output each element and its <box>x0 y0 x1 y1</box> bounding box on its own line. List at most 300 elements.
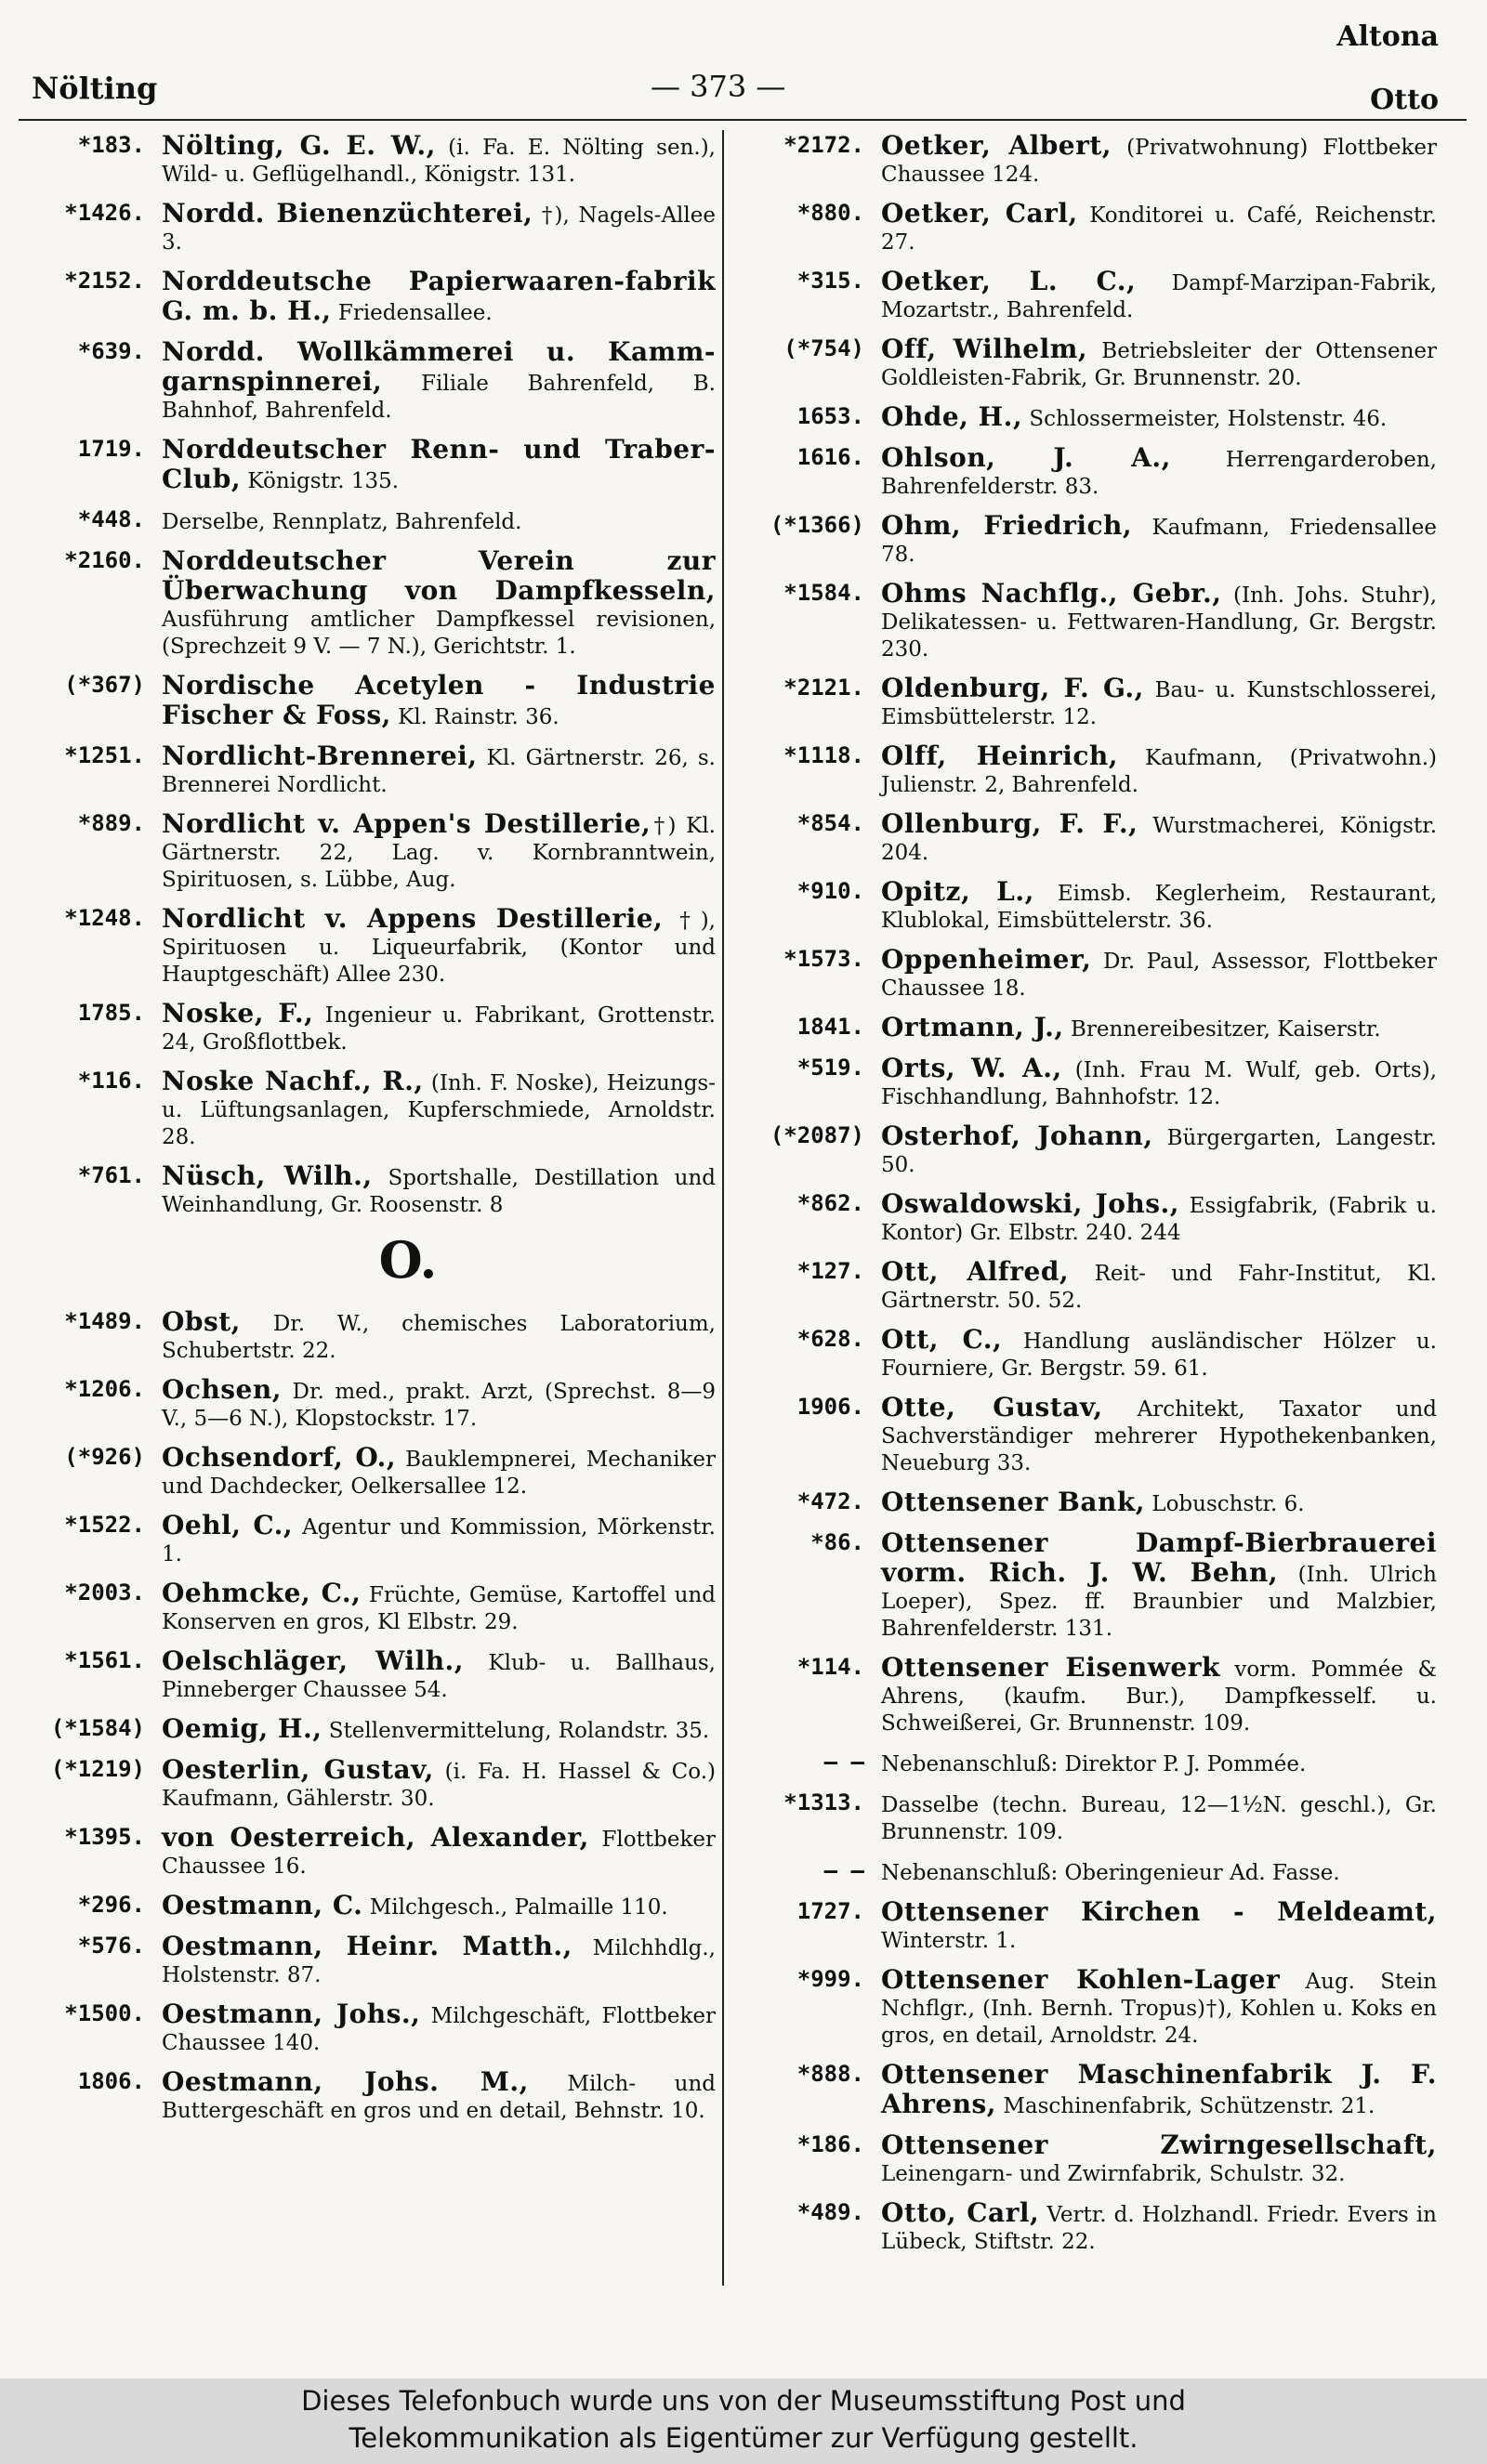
directory-entry <box>17 2068 716 2125</box>
phone-number: *315. <box>796 268 864 294</box>
entry-details: Dasselbe (techn. Bureau, 12—1½N. geschl.), Gr. Brunnenstr. 109. <box>881 1793 1437 1844</box>
entry-details: Ausführung amtlicher Dampfkessel revisionen, (Sprechzeit 9 V. — 7 N.), Gerichtstr. 1. <box>162 608 716 659</box>
directory-entry <box>736 1966 1437 2050</box>
entry-name: Oehmcke, C., <box>162 1578 362 1608</box>
entry-text <box>881 2199 1437 2256</box>
entry-details: Schlossermeister, Holstenstr. 46. <box>1022 407 1388 431</box>
entry-details: Kaufmann, Friedensallee 78. <box>881 516 1437 567</box>
phone-number: *880. <box>796 200 864 226</box>
entry-text <box>162 1756 716 1813</box>
entry-name: Oestmann, Johs., <box>162 1999 421 2029</box>
entry-text <box>881 1122 1437 1179</box>
phone-number: (*754) <box>783 335 864 361</box>
directory-entry <box>736 444 1437 501</box>
phone-number: *186. <box>796 2131 864 2157</box>
entry-name: Orts, W. A., <box>881 1053 1062 1083</box>
entry-details: Ingenieur u. Fabrikant, Grottenstr. 24, Großflottbek. <box>162 1003 716 1055</box>
entry-text <box>162 436 716 495</box>
entry-text <box>881 512 1437 569</box>
phone-number: (*1366) <box>770 512 864 538</box>
phone-number: *2003. <box>64 1579 145 1606</box>
entry-details: Friedensallee. <box>331 301 493 325</box>
entry-details: Lobuschstr. 6. <box>1145 1492 1305 1516</box>
entry-name: Oehl, C., <box>162 1510 294 1540</box>
directory-entry <box>736 1122 1437 1179</box>
entry-details: (i. Fa. H. Hassel & Co.) Kaufmann, Gählerstr. 30. <box>162 1760 716 1811</box>
phone-number: *1206. <box>64 1376 145 1402</box>
entry-text <box>162 1162 716 1219</box>
phone-number: (*926) <box>64 1444 145 1470</box>
entry-details: Aug. Stein Nchflgr., (Inh. Bernh. Tropus)†), Kohlen u. Koks en gros, en detail, Arnoldstr. 24. <box>881 1970 1438 2048</box>
entry-text <box>881 1749 1437 1778</box>
entry-name: Nordlicht v. Appen's Destillerie, <box>162 808 651 839</box>
entry-name: Oemig, H., <box>162 1713 322 1744</box>
phone-number: (*1219) <box>50 1756 145 1782</box>
entry-details: Kl. Gärtnerstr. 26, s. Brennerei Nordlicht. <box>162 746 716 797</box>
directory-entry <box>17 672 716 731</box>
phone-number: *1500. <box>64 2000 145 2026</box>
entry-name: Oelschläger, Wilh., <box>162 1645 465 1676</box>
phone-number: 1785. <box>77 1000 145 1026</box>
entry-name: Ottensener Dampf-Bierbrauerei vorm. Rich. J. W. Behn, <box>881 1527 1437 1588</box>
directory-entry <box>17 1444 716 1501</box>
directory-entry <box>17 1000 716 1056</box>
entry-details: (i. Fa. E. Nölting sen.), Wild- u. Geflügelhandl., Königstr. 131. <box>162 136 716 187</box>
entry-text <box>162 1000 716 1056</box>
phone-number: 1719. <box>77 436 145 462</box>
entry-text <box>881 1529 1437 1643</box>
right-column <box>736 132 1437 2267</box>
entry-text <box>881 1488 1437 1518</box>
entry-list-left-o <box>17 1308 716 2125</box>
entry-details: Dr. Paul, Assessor, Flottbeker Chaussee 18. <box>881 950 1437 1001</box>
entry-name: Ott, Alfred, <box>881 1256 1070 1287</box>
entry-details: Milch- und Buttergeschäft en gros und en detail, Behnstr. 10. <box>162 2072 716 2123</box>
entry-text <box>162 1579 716 1636</box>
entry-text <box>162 1933 716 1989</box>
entry-name: Nordische Acetylen - Industrie Fischer & Foss, <box>162 670 716 730</box>
phone-number: *628. <box>796 1326 864 1352</box>
phone-number: 1906. <box>796 1394 864 1420</box>
left-column <box>17 132 716 2136</box>
entry-name: Ollenburg, F. F., <box>881 808 1138 839</box>
phone-number: *2160. <box>64 547 145 573</box>
entry-text <box>162 742 716 799</box>
entry-name: Ottensener Kohlen-Lager <box>881 1964 1281 1995</box>
directory-entry <box>736 580 1437 663</box>
entry-text <box>881 1190 1437 1247</box>
section-letter: O. <box>378 1230 438 1290</box>
entry-list-left <box>17 132 716 1219</box>
entry-text <box>162 132 716 189</box>
directory-entry <box>736 1394 1437 1477</box>
phone-number: *114. <box>796 1654 864 1680</box>
directory-entry <box>736 1190 1437 1247</box>
phone-number: *910. <box>796 878 864 904</box>
directory-entry <box>17 338 716 425</box>
entry-text <box>162 1824 716 1881</box>
entry-text <box>881 2131 1437 2188</box>
column-divider <box>722 130 724 2286</box>
entry-text <box>881 580 1437 663</box>
phone-number: *1584. <box>783 580 864 606</box>
directory-entry <box>17 547 716 661</box>
phone-number: *296. <box>77 1892 145 1918</box>
directory-entry <box>736 335 1437 392</box>
directory-entry <box>736 132 1437 189</box>
entry-details: Milchgeschäft, Flottbeker Chaussee 140. <box>162 2004 716 2055</box>
entry-name: Ohm, Friedrich, <box>881 510 1133 541</box>
directory-entry <box>736 1857 1437 1887</box>
entry-text <box>881 1789 1437 1846</box>
directory-entry <box>736 810 1437 867</box>
entry-details: Eimsb. Keglerheim, Restaurant, Klublokal, Eimsbüttelerstr. 36. <box>881 882 1437 933</box>
entry-details: Derselbe, Rennplatz, Bahrenfeld. <box>162 510 522 534</box>
phone-number: 1727. <box>796 1898 864 1924</box>
entry-name: Ohms Nachflg., Gebr., <box>881 578 1222 609</box>
phone-number: *862. <box>796 1190 864 1216</box>
phone-number: 1806. <box>77 2068 145 2094</box>
phone-number: *761. <box>77 1162 145 1188</box>
entry-details: (Inh. Frau M. Wulf, geb. Orts), Fischhandlung, Bahnhofstr. 12. <box>881 1058 1437 1109</box>
entry-details: Bauklempnerei, Mechaniker und Dachdecker, Oelkersallee 12. <box>162 1448 716 1499</box>
phone-number: *1561. <box>64 1647 145 1673</box>
entry-text <box>162 1892 716 1921</box>
entry-details: Leinengarn- und Zwirnfabrik, Schulstr. 32. <box>881 2162 1346 2186</box>
footer-line-2: Telekommunikation als Eigentümer zur Verfügung gestellt. <box>349 2422 1138 2454</box>
directory-entry <box>736 1654 1437 1737</box>
directory-entry <box>17 1715 716 1745</box>
phone-number: *519. <box>796 1055 864 1081</box>
entry-name: Oesterlin, Gustav, <box>162 1754 434 1785</box>
directory-entry <box>17 1756 716 1813</box>
phone-number: *1313. <box>783 1789 864 1815</box>
directory-entry <box>736 2131 1437 2188</box>
entry-name: Olff, Heinrich, <box>881 741 1119 771</box>
entry-name: Noske, F., <box>162 998 314 1029</box>
phone-number: — — <box>823 1749 864 1775</box>
entry-text <box>881 132 1437 189</box>
entry-name: Oestmann, C. <box>162 1890 363 1920</box>
entry-text <box>881 742 1437 799</box>
entry-name: Oetker, Albert, <box>881 130 1112 161</box>
phone-number: (*367) <box>64 672 145 698</box>
running-head-right: Otto <box>1370 84 1439 116</box>
phone-number: *1118. <box>783 742 864 768</box>
entry-details: Königstr. 135. <box>241 469 400 493</box>
directory-entry <box>17 1376 716 1433</box>
directory-entry <box>736 200 1437 256</box>
entry-details: Kl. Rainstr. 36. <box>390 705 559 729</box>
phone-number: *448. <box>77 506 145 532</box>
entry-text <box>162 1444 716 1501</box>
entry-details: Dampf-Marzipan-Fabrik, Mozartstr., Bahrenfeld. <box>881 271 1437 322</box>
entry-details: (Inh. Johs. Stuhr), Delikatessen- u. Fettwaren-Handlung, Gr. Bergstr. 230. <box>881 583 1438 662</box>
phone-number: *1251. <box>64 742 145 768</box>
footer-notice <box>0 2379 1487 2464</box>
entry-name: Ott, C., <box>881 1324 1003 1355</box>
phone-number: (*2087) <box>770 1122 864 1148</box>
entry-details: Architekt, Taxator und Sachverständiger mehrerer Hypothekenbanken, Neueburg 33. <box>881 1397 1437 1475</box>
entry-text <box>162 200 716 256</box>
running-head-left: Nölting <box>32 71 158 106</box>
directory-entry <box>736 2061 1437 2120</box>
entry-name: Otte, Gustav, <box>881 1392 1103 1422</box>
phone-number: (*1584) <box>50 1715 145 1741</box>
entry-text <box>881 1898 1437 1955</box>
phone-number: *116. <box>77 1068 145 1094</box>
entry-name: Noske Nachf., R., <box>162 1066 424 1096</box>
entry-text <box>162 1647 716 1704</box>
directory-entry <box>17 200 716 256</box>
entry-text <box>881 946 1437 1003</box>
entry-text <box>881 675 1437 731</box>
entry-details: Filiale Bahrenfeld, B. Bahnhof, Bahrenfeld. <box>162 372 716 423</box>
entry-details: vorm. Pommée & Ahrens, (kaufm. Bur.), Dampfkesself. u. Schweißerei, Gr. Brunnenstr. 109. <box>881 1658 1437 1736</box>
phone-number: *472. <box>796 1488 864 1514</box>
entry-name: Off, Wilhelm, <box>881 334 1088 364</box>
directory-entry <box>17 1933 716 1989</box>
phone-number: *1573. <box>783 946 864 972</box>
entry-details: Bürgergarten, Langestr. 50. <box>881 1126 1437 1177</box>
entry-details: Vertr. d. Holzhandl. Friedr. Evers in Lübeck, Stiftstr. 22. <box>881 2203 1437 2254</box>
entry-details: (Privatwohnung) Flottbeker Chaussee 124. <box>881 136 1437 187</box>
entry-name: Ottensener Bank, <box>881 1487 1145 1517</box>
entry-details: Nebenanschluß: Oberingenieur Ad. Fasse. <box>881 1861 1340 1885</box>
entry-text <box>881 1055 1437 1111</box>
entry-name: Oswaldowski, Johs., <box>881 1188 1180 1219</box>
directory-entry <box>17 1068 716 1151</box>
entry-name: Nordd. Bienenzüchterei, <box>162 198 533 229</box>
entry-details: Winterstr. 1. <box>881 1929 1017 1953</box>
entry-text <box>162 672 716 731</box>
entry-details: Handlung ausländischer Hölzer u. Fourniere, Gr. Bergstr. 59. 61. <box>881 1330 1437 1381</box>
entry-name: Ohde, H., <box>881 401 1023 432</box>
entry-details: Sportshalle, Destillation und Weinhandlung, Gr. Roosenstr. 8 <box>162 1166 717 1217</box>
entry-name: Ohlson, J. A., <box>881 442 1171 473</box>
entry-name: Norddeutscher Renn- und Traber-Club, <box>162 434 716 494</box>
entry-text <box>881 1394 1437 1477</box>
entry-details: Klub- u. Ballhaus, Pinneberger Chaussee 54. <box>162 1651 716 1702</box>
directory-entry <box>17 1579 716 1636</box>
entry-text <box>881 1326 1437 1383</box>
entry-details: Agentur und Kommission, Mörkenstr. 1. <box>162 1515 716 1566</box>
directory-entry <box>736 1749 1437 1778</box>
entry-details: (Inh. Ulrich Loeper), Spez. ff. Braunbier und Malzbier, Bahrenfelderstr. 131. <box>881 1563 1437 1641</box>
phone-number: *489. <box>796 2199 864 2225</box>
entry-name: Norddeutsche Papierwaaren-fabrik G. m. b. H., <box>162 266 716 326</box>
entry-text <box>162 1068 716 1151</box>
entry-name: Nordd. Wollkämmerei u. Kamm-garnspinnerei, <box>162 336 716 397</box>
phone-number: *2121. <box>783 675 864 701</box>
footer-line-1: Dieses Telefonbuch wurde uns von der Museumsstiftung Post und <box>301 2385 1186 2417</box>
phone-number: *639. <box>77 338 145 364</box>
directory-entry <box>17 1892 716 1921</box>
entry-text <box>162 1308 716 1365</box>
entry-name: Nölting, G. E. W., <box>162 130 436 161</box>
entry-name: Ortmann, J., <box>881 1012 1064 1042</box>
entry-list-right <box>736 132 1437 2256</box>
directory-entry <box>17 506 716 536</box>
entry-name: Oetker, Carl, <box>881 198 1078 229</box>
entry-details: Milchgesch., Palmaille 110. <box>362 1895 668 1920</box>
entry-details: Reit- und Fahr-Institut, Kl. Gärtnerstr. 50. 52. <box>881 1262 1437 1313</box>
directory-entry <box>736 742 1437 799</box>
entry-name: Obst, <box>162 1306 241 1337</box>
entry-details: Milchhdlg., Holstenstr. 87. <box>162 1936 716 1987</box>
directory-entry <box>736 2199 1437 2256</box>
entry-text <box>162 338 716 425</box>
entry-details: Konditorei u. Café, Reichenstr. 27. <box>881 203 1437 255</box>
header-rule <box>19 119 1467 121</box>
directory-entry <box>736 878 1437 935</box>
phone-number: *576. <box>77 1933 145 1959</box>
directory-entry <box>17 2000 716 2057</box>
entry-text <box>881 1014 1437 1043</box>
directory-entry <box>17 1824 716 1881</box>
entry-details: Bau- u. Kunstschlosserei, Eimsbüttelerstr. 12. <box>881 678 1437 729</box>
entry-details: (Inh. F. Noske), Heizungs- u. Lüftungsanlagen, Kupferschmiede, Arnoldstr. 28. <box>162 1071 716 1149</box>
entry-details: Dr. med., prakt. Arzt, (Sprechst. 8—9 V., 5—6 N.), Klopstockstr. 17. <box>162 1380 716 1431</box>
entry-name: Ochsen, <box>162 1374 282 1405</box>
phone-number: *86. <box>810 1529 864 1555</box>
phone-number: 1841. <box>796 1014 864 1040</box>
entry-text <box>881 335 1437 392</box>
entry-details: †), Nagels-Allee 3. <box>162 203 716 255</box>
directory-entry <box>736 675 1437 731</box>
running-head-right-top: Altona <box>1336 20 1439 53</box>
entry-name: Osterhof, Johann, <box>881 1121 1153 1151</box>
entry-text <box>162 1512 716 1568</box>
entry-text <box>881 2061 1437 2120</box>
entry-details: Brennereibesitzer, Kaiserstr. <box>1063 1017 1381 1042</box>
directory-entry <box>736 1488 1437 1518</box>
directory-entry <box>17 268 716 327</box>
directory-entry <box>736 1326 1437 1383</box>
phone-number: *888. <box>796 2061 864 2087</box>
entry-name: Otto, Carl, <box>881 2197 1040 2228</box>
entry-text <box>162 2000 716 2057</box>
entry-name: Ochsendorf, O., <box>162 1442 397 1473</box>
entry-details: Essigfabrik, (Fabrik u. Kontor) Gr. Elbstr. 240. 244 <box>881 1194 1437 1245</box>
phone-number: *1489. <box>64 1308 145 1334</box>
directory-entry <box>736 403 1437 433</box>
entry-name: von Oesterreich, Alexander, <box>162 1822 589 1853</box>
phone-number: *183. <box>77 132 145 158</box>
entry-details: Betriebsleiter der Ottensener Goldleisten-Fabrik, Gr. Brunnenstr. 20. <box>881 339 1437 390</box>
phone-number: — — <box>823 1857 864 1883</box>
entry-text <box>881 403 1437 433</box>
directory-entry <box>17 436 716 495</box>
directory-entry <box>736 946 1437 1003</box>
entry-details: Dr. W., chemisches Laboratorium, Schubertstr. 22. <box>162 1312 716 1363</box>
directory-entry <box>736 512 1437 569</box>
entry-text <box>881 810 1437 867</box>
entry-details: Maschinenfabrik, Schützenstr. 21. <box>996 2094 1375 2118</box>
entry-text <box>162 268 716 327</box>
phone-number: *854. <box>796 810 864 836</box>
phone-number: *1395. <box>64 1824 145 1850</box>
entry-text <box>881 878 1437 935</box>
entry-text <box>162 547 716 661</box>
entry-name: Oestmann, Johs. M., <box>162 2066 529 2097</box>
phone-number: *1522. <box>64 1512 145 1538</box>
entry-text <box>881 268 1437 324</box>
directory-entry <box>736 1014 1437 1043</box>
directory-entry <box>736 268 1437 324</box>
directory-entry <box>17 1512 716 1568</box>
phone-number: *127. <box>796 1258 864 1284</box>
entry-details: †), Spirituosen u. Liqueurfabrik, (Kontor und Hauptgeschäft) Allee 230. <box>162 909 716 987</box>
phone-number: *999. <box>796 1966 864 1992</box>
directory-entry <box>17 132 716 189</box>
entry-name: Nüsch, Wilh., <box>162 1160 373 1191</box>
entry-name: Oetker, L. C., <box>881 266 1137 296</box>
entry-details: Herrengarderoben, Bahrenfelderstr. 83. <box>881 448 1437 499</box>
entry-text <box>881 1654 1437 1737</box>
entry-name: Nordlicht v. Appens Destillerie, <box>162 903 664 934</box>
directory-entry <box>736 1529 1437 1643</box>
phone-number: *2172. <box>783 132 864 158</box>
entry-details: Wurstmacherei, Königstr. 204. <box>881 814 1437 865</box>
entry-name: Oestmann, Heinr. Matth., <box>162 1931 572 1961</box>
phone-number: 1653. <box>796 403 864 429</box>
entry-name: Ottensener Eisenwerk <box>881 1652 1220 1683</box>
phone-number: 1616. <box>796 444 864 470</box>
entry-text <box>162 905 716 989</box>
entry-name: Ottensener Zwirngesellschaft, <box>881 2130 1437 2160</box>
entry-name: Oldenburg, F. G., <box>881 673 1144 703</box>
entry-name: Ottensener Kirchen - Meldeamt, <box>881 1896 1437 1927</box>
entry-text <box>162 2068 716 2125</box>
directory-entry <box>17 1647 716 1704</box>
directory-entry <box>736 1055 1437 1111</box>
entry-name: Ottensener Maschinenfabrik J. F. Ahrens, <box>881 2059 1437 2119</box>
directory-entry <box>736 1789 1437 1846</box>
entry-details: †) Kl. Gärtnerstr. 22, Lag. v. Kornbranntwein, Spirituosen, s. Lübbe, Aug. <box>162 814 716 892</box>
entry-details: Früchte, Gemüse, Kartoffel und Konserven en gros, Kl Elbstr. 29. <box>162 1583 716 1634</box>
entry-text <box>162 506 716 536</box>
entry-details: Flottbeker Chaussee 16. <box>162 1828 716 1879</box>
directory-entry <box>17 1308 716 1365</box>
phone-number: *889. <box>77 810 145 836</box>
entry-text <box>881 444 1437 501</box>
entry-text <box>162 1715 716 1745</box>
phone-number: *2152. <box>64 268 145 294</box>
entry-text <box>881 1258 1437 1315</box>
phone-number: *1426. <box>64 200 145 226</box>
entry-details: Kaufmann, (Privatwohn.) Julienstr. 2, Bahrenfeld. <box>881 746 1437 797</box>
directory-entry <box>17 905 716 989</box>
entry-details: Stellenvermittelung, Rolandstr. 35. <box>322 1719 710 1743</box>
directory-entry <box>17 810 716 894</box>
entry-name: Norddeutscher Verein zur Überwachung von Dampfkesseln, <box>162 545 716 606</box>
directory-entry <box>17 742 716 799</box>
entry-text <box>881 1857 1437 1887</box>
page-number: — 373 — <box>651 69 786 104</box>
phone-number: *1248. <box>64 905 145 931</box>
entry-text <box>881 1966 1437 2050</box>
directory-entry <box>17 1162 716 1219</box>
directory-entry <box>736 1898 1437 1955</box>
entry-details: Nebenanschluß: Direktor P. J. Pommée. <box>881 1752 1307 1776</box>
entry-text <box>881 200 1437 256</box>
entry-name: Oppenheimer, <box>881 944 1092 975</box>
entry-text <box>162 1376 716 1433</box>
entry-name: Opitz, L., <box>881 876 1034 907</box>
directory-entry <box>736 1258 1437 1315</box>
entry-name: Nordlicht-Brennerei, <box>162 741 478 771</box>
